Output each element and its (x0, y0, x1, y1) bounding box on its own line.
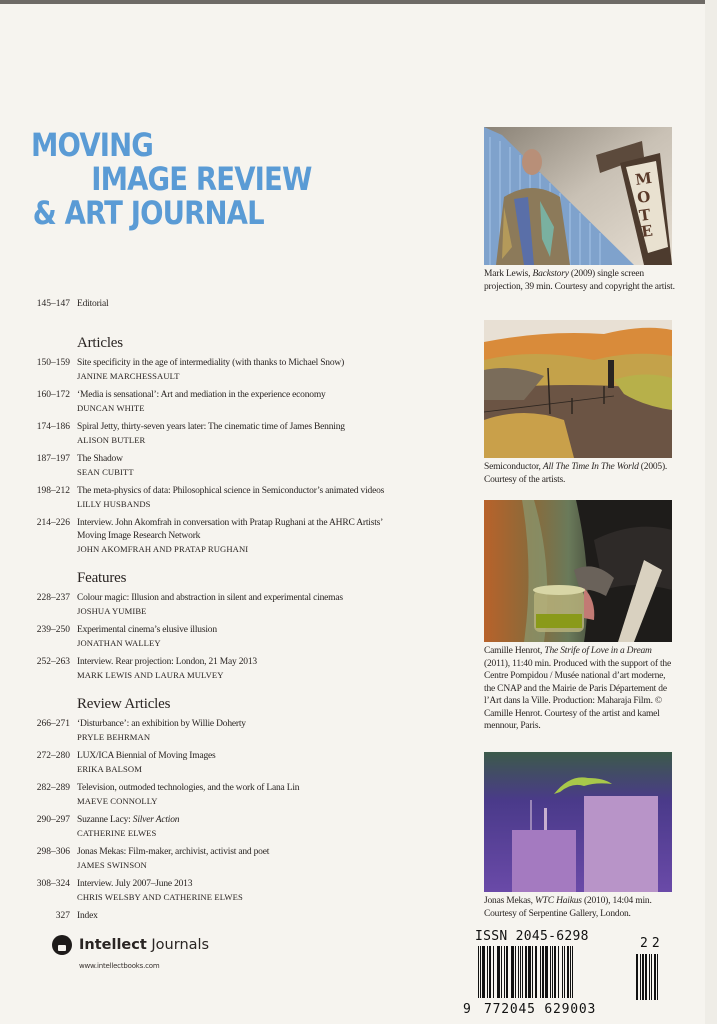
barcode-addon-digits: 22 (640, 936, 664, 951)
figure-caption: Mark Lewis, Backstory (2009) single screen projection, 39 min. Courtesy and copyright the artist. (484, 269, 675, 292)
page-range: 145–147 (36, 299, 70, 309)
issn-label: ISSN 2045-6298 (475, 929, 589, 944)
page-range: 228–237 (36, 593, 70, 603)
wtc-towers-photo (484, 752, 672, 892)
entry-author: PRYLE BEHRMAN (77, 732, 151, 742)
entry-author: JANINE MARCHESSAULT (77, 371, 180, 381)
toc-entry[interactable] (30, 656, 466, 682)
svg-text:O: O (636, 187, 652, 207)
page-range: 214–226 (36, 518, 70, 528)
figure-caption: Camille Henrot, The Strife of Love in a Dream (2011), 11:40 min. Produced with the support of the Centre Pompidou / Musée national d’art moderne, the CNAP and the Mairie de Paris Département de l’Art dans la Ville. Production: Maharaja Film. © Camille Henrot. Courtesy of the artist and kamel mennour, Paris. (484, 646, 671, 731)
section-heading-review-articles: Review Articles (77, 696, 171, 712)
page-range: 327 (55, 911, 70, 921)
toc-entry[interactable] (30, 389, 466, 415)
section-spacer (30, 562, 466, 570)
page-range: 160–172 (36, 390, 70, 400)
figure-strife-of-love (484, 500, 672, 733)
barcode-bar (657, 954, 658, 1000)
page-range: 266–271 (36, 719, 70, 729)
journal-title-line-2: IMAGE REVIEW (91, 160, 312, 198)
svg-text:T: T (638, 205, 652, 225)
entry-title: ‘Disturbance’: an exhibition by Willie Doherty (77, 719, 246, 729)
publisher-url[interactable]: www.intellectbooks.com (79, 962, 160, 970)
section-heading-features: Features (77, 570, 127, 586)
figure-all-the-time (484, 320, 672, 486)
barcode-bar (572, 946, 573, 998)
entry-author: MARK LEWIS AND LAURA MULVEY (77, 670, 224, 680)
snake-glass-photo (484, 500, 672, 642)
toc-entry[interactable] (30, 718, 466, 744)
entry-author: DUNCAN WHITE (77, 403, 145, 413)
entry-title: Site specificity in the age of intermediality (with thanks to Michael Snow) (77, 358, 345, 368)
entry-title: Spiral Jetty, thirty-seven years later: The cinematic time of James Benning (77, 422, 345, 432)
figure-wtc-haikus (484, 752, 672, 920)
section-heading-articles: Articles (77, 335, 123, 351)
entry-author: MAEVE CONNOLLY (77, 796, 158, 806)
toc-entry[interactable] (30, 750, 466, 776)
journal-title (31, 128, 311, 230)
entry-title: Index (77, 911, 98, 921)
toc-entry[interactable] (30, 624, 466, 650)
journal-title-line-3: & ART JOURNAL (32, 194, 264, 232)
page-range: 239–250 (36, 625, 70, 635)
barcode-first-digit: 9 (463, 1002, 472, 1017)
barcode (478, 946, 573, 1000)
toc-entry[interactable] (30, 517, 466, 556)
page-range: 298–306 (36, 847, 70, 857)
page-range: 272–280 (36, 751, 70, 761)
entry-author: ALISON BUTLER (77, 435, 146, 445)
entry-author: CHRIS WELSBY AND CATHERINE ELWES (77, 892, 243, 902)
toc-entry-index[interactable] (30, 910, 466, 923)
entry-author: JAMES SWINSON (77, 860, 147, 870)
intellect-logo-icon (52, 935, 72, 955)
entry-title: Suzanne Lacy: Silver Action (77, 815, 180, 825)
toc-entry[interactable] (30, 485, 466, 511)
backstory-photo (484, 127, 672, 265)
toc-entry[interactable] (30, 453, 466, 479)
toc-entry-editorial[interactable] (30, 298, 466, 311)
toc-entry[interactable] (30, 592, 466, 618)
entry-title: Television, outmoded technologies, and the work of Lana Lin (77, 783, 300, 793)
scan-top-edge (0, 0, 717, 4)
figure-backstory (484, 127, 675, 293)
page-range: 252–263 (36, 657, 70, 667)
page-range: 150–159 (36, 358, 70, 368)
entry-title: Interview. Rear projection: London, 21 May 2013 (77, 657, 257, 667)
figure-image-all-the-time (484, 320, 672, 458)
entry-title: LUX/ICA Biennial of Moving Images (77, 751, 216, 761)
toc-entry[interactable] (30, 846, 466, 872)
entry-title: The meta-physics of data: Philosophical science in Semiconductor’s animated videos (77, 486, 385, 496)
entry-title: Editorial (77, 299, 109, 309)
entry-author: LILLY HUSBANDS (77, 499, 151, 509)
entry-title-continued: Moving Image Research Network (77, 531, 201, 541)
entry-title: Interview. John Akomfrah in conversation with Pratap Rughani at the AHRC Artists’ (77, 518, 384, 528)
svg-text:E: E (640, 221, 654, 241)
scan-right-edge (705, 0, 717, 1024)
svg-text:M: M (634, 168, 654, 189)
entry-author: JOHN AKOMFRAH AND PRATAP RUGHANI (77, 544, 249, 554)
toc-entry[interactable] (30, 782, 466, 808)
figure-image-wtc-haikus (484, 752, 672, 892)
figure-image-strife-of-love (484, 500, 672, 642)
entry-author: JONATHAN WALLEY (77, 638, 161, 648)
publisher-logo[interactable] (52, 935, 209, 955)
table-of-contents (30, 298, 466, 929)
entry-author: JOSHUA YUMIBE (77, 606, 147, 616)
page-range: 282–289 (36, 783, 70, 793)
entry-title: Interview. July 2007–June 2013 (77, 879, 193, 889)
toc-entry[interactable] (30, 357, 466, 383)
entry-title: The Shadow (77, 454, 123, 464)
section-spacer (30, 688, 466, 696)
moorland-photo (484, 320, 672, 458)
figure-caption: Jonas Mekas, WTC Haikus (2010), 14:04 min. Courtesy of Serpentine Gallery, London. (484, 896, 652, 919)
entry-title: Colour magic: Illusion and abstraction in silent and experimental cinemas (77, 593, 343, 603)
toc-entry[interactable] (30, 878, 466, 904)
entry-author: CATHERINE ELWES (77, 828, 157, 838)
barcode-digits: 772045 629003 (484, 1002, 597, 1017)
entry-title: Jonas Mekas: Film-maker, archivist, activist and poet (77, 847, 270, 857)
page-range: 198–212 (36, 486, 70, 496)
figure-image-backstory (484, 127, 672, 265)
barcode-addon (636, 954, 658, 1000)
page-range: 308–324 (36, 879, 70, 889)
entry-title: Experimental cinema’s elusive illusion (77, 625, 217, 635)
publisher-name: Intellect Journals (79, 937, 210, 953)
page-range: 174–186 (36, 422, 70, 432)
toc-sections (30, 335, 466, 904)
toc-entry[interactable] (30, 814, 466, 840)
figure-caption: Semiconductor, All The Time In The World (2005). Courtesy of the artists. (484, 462, 668, 485)
journal-title-line-1: MOVING (31, 126, 154, 164)
entry-title: ‘Media is sensational’: Art and mediation in the experience economy (77, 390, 326, 400)
page-range: 187–197 (36, 454, 70, 464)
entry-title-italic: Silver Action (132, 815, 180, 825)
entry-author: ERIKA BALSOM (77, 764, 142, 774)
entry-author: SEAN CUBITT (77, 467, 134, 477)
toc-entry[interactable] (30, 421, 466, 447)
page-range: 290–297 (36, 815, 70, 825)
